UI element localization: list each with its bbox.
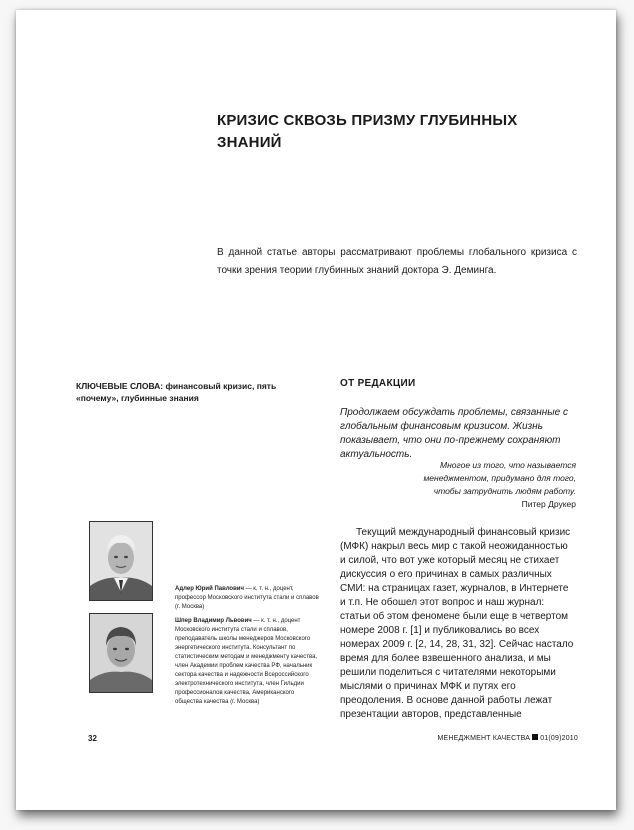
article-body (340, 526, 576, 722)
keywords-text: финансовый кризис, пять «почему», глубинные знания (76, 381, 277, 403)
author-name: Шпер Владимир Львович (175, 618, 252, 624)
author-name: Адлер Юрий Павлович (175, 586, 244, 592)
author-bio-text: — к. т. н., доцент Московского института стали и сплавов, преподаватель школы менеджеров Московского энергетического института. Консультант по статистическим методам и менеджменту качества, член Академии проблем качества РФ, начальник сектора качества и надежности Всероссийского электротехнического института, член Гильдии профессионалов качества, Американского общества качества (г. Москва) (175, 618, 318, 705)
epigraph-author: Питер Друкер (521, 499, 576, 509)
epigraph-quote: Многое из того, что называется менеджментом, придумано для того, чтобы затруднить людям работу. (423, 460, 576, 496)
body-paragraph: Текущий международный финансовый кризис (МФК) накрыл весь мир с такой неожиданностью и силой, что вот уже который месяц не стихает дискуссия о его причинах в самых различных СМИ: на страницах газет, журналов, в Интернете и т.п. Не обошел этот вопрос и наш журнал: статьи об этом феномене были еще в четвертом номере 2008 г. [1] и публиковались во всех номерах 2009 г. [2, 14, 28, 31, 32]. Сейчас настало время для более взвешенного анализа, и мы решили поделиться с читателями некоторыми мыслями о причинах МФК и путях его преодоления. В основе данной работы лежат презентации авторов, представленные (340, 527, 574, 720)
page-number: 32 (88, 734, 97, 743)
journal-issue: 01(09)2010 (540, 735, 578, 742)
author-bio-shper (175, 617, 321, 707)
epigraph (396, 459, 576, 511)
journal-name: МЕНЕДЖМЕНТ КАЧЕСТВА (437, 735, 531, 742)
keywords-label: КЛЮЧЕВЫЕ СЛОВА: (76, 381, 164, 391)
author-photo-adler (89, 521, 153, 601)
editorial-heading: ОТ РЕДАКЦИИ (340, 378, 416, 389)
editorial-text: Продолжаем обсуждать проблемы, связанные с глобальным финансовым кризисом. Жизнь показывает, что они по-прежнему сохраняют актуальность. (340, 407, 568, 460)
author-bio-text: — к. т. н., доцент, профессор Московского института стали и сплавов (г. Москва) (175, 586, 319, 610)
magazine-page (16, 10, 616, 810)
article-lead: В данной статье авторы рассматривают проблемы глобального кризиса с точки зрения теории глубинных знаний доктора Э. Деминга. (217, 247, 577, 276)
keywords-block (76, 380, 316, 404)
article-title: КРИЗИС СКВОЗЬ ПРИЗМУ ГЛУБИННЫХ ЗНАНИЙ (217, 112, 518, 151)
square-icon (532, 734, 538, 740)
author-bio-adler (175, 585, 321, 612)
journal-footer (414, 734, 578, 742)
author-photo-shper (89, 613, 153, 693)
